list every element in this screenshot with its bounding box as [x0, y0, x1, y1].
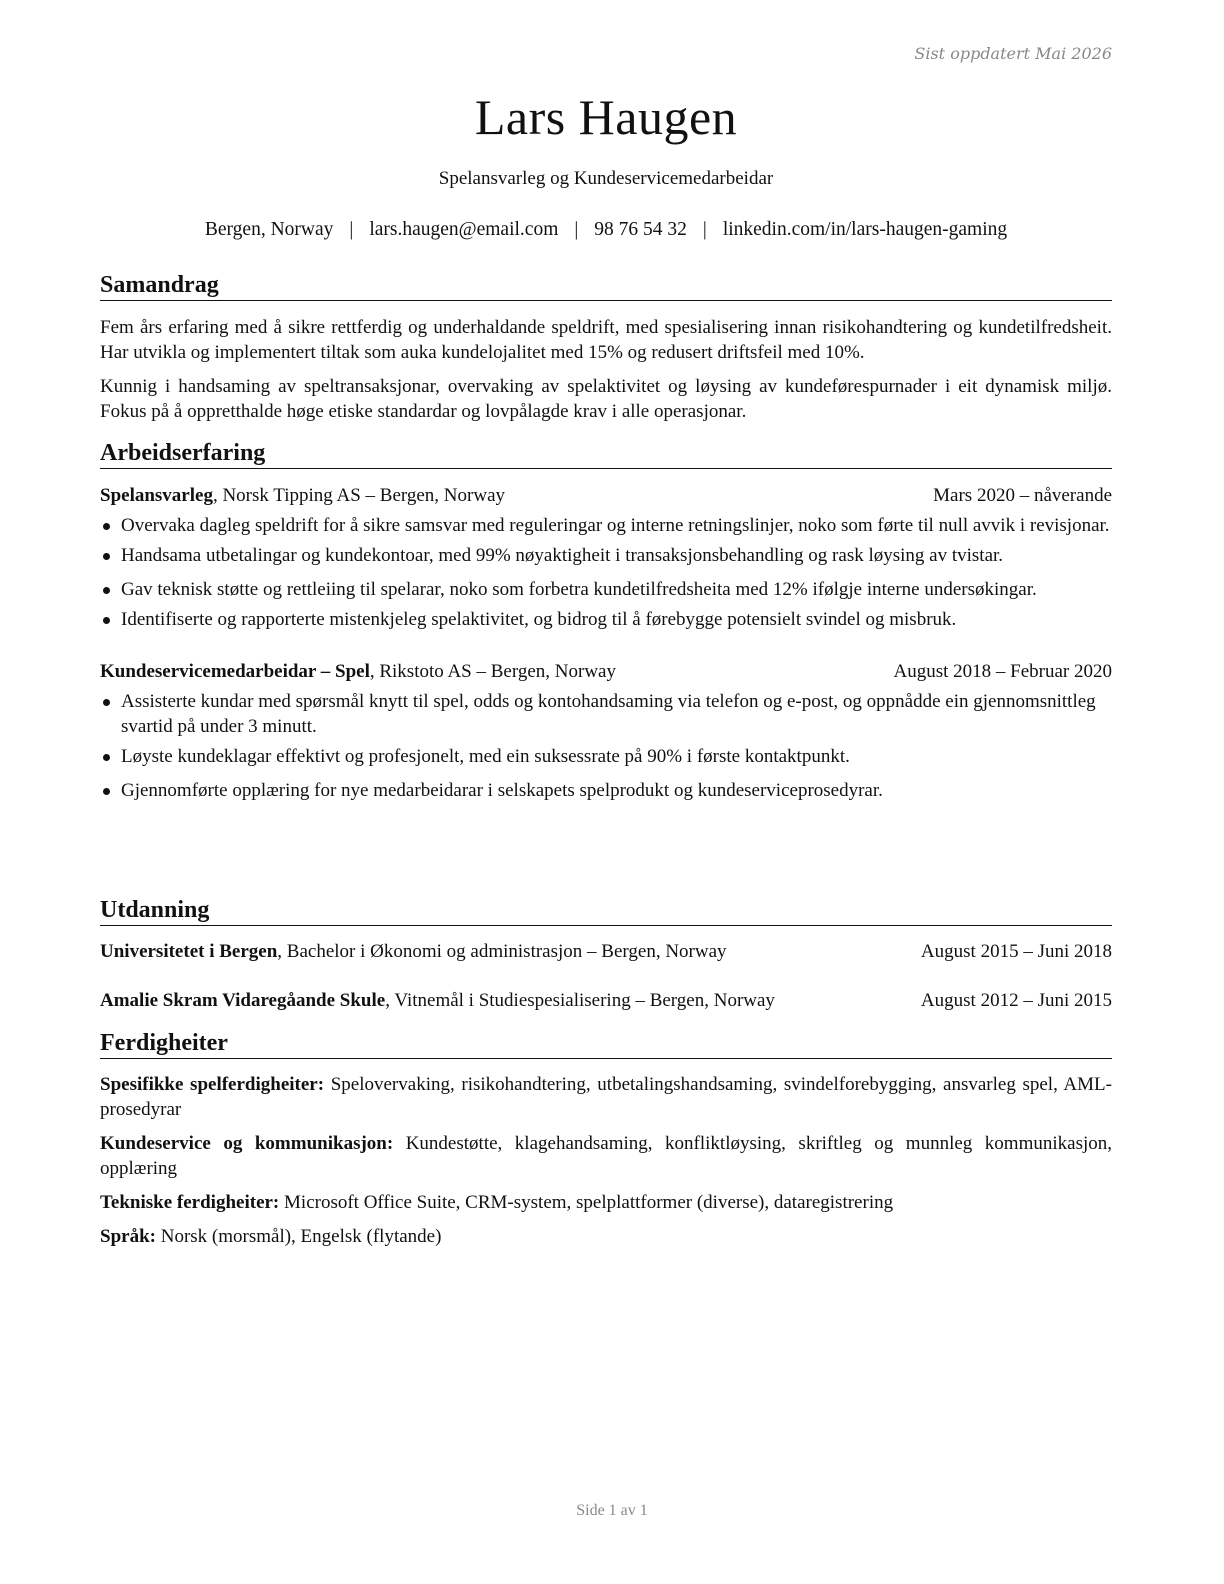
job-bullet: Gjennomførte opplæring for nye medarbeidarar i selskapets spelprodukt og kundeserviceprosedyrar. — [100, 778, 1112, 803]
contact-separator: | — [702, 219, 707, 240]
summary-paragraph: Kunnig i handsaming av speltransaksjonar, overvaking av spelaktivitet og løysing av kundeførespurnader i eit dynamisk miljø. Fokus på å oppretthalde høge etiske standardar og lovpålagde krav i alle operasjonar. — [100, 376, 1112, 422]
job-bullets — [100, 689, 1112, 803]
bullet-icon — [103, 754, 110, 761]
education-title-line — [100, 939, 727, 964]
education-school: Universitetet i Bergen — [100, 941, 278, 962]
job-title-line — [100, 659, 616, 684]
education-date: August 2012 – Juni 2015 — [920, 990, 1112, 1011]
experience-section — [100, 438, 1112, 803]
job-role: Spelansvarleg — [100, 485, 213, 506]
bullet-icon — [103, 523, 110, 530]
job-bullet: Handsama utbetalingar og kundekontoar, med 99% nøyaktigheit i transaksjonsbehandling og rask løysing av tvistar. — [100, 543, 1112, 568]
contact-phone: 98 76 54 32 — [594, 219, 687, 240]
skills-section — [100, 1028, 1112, 1249]
job-bullet: Identifiserte og rapporterte mistenkjeleg spelaktivitet, og bidrog til å førebygge potensielt svindel og misbruk. — [100, 607, 1112, 632]
job-entry — [100, 659, 1112, 803]
skill-text: Norsk (morsmål), Engelsk (flytande) — [155, 1226, 442, 1247]
bullet-icon — [103, 617, 110, 624]
education-degree: , Bachelor i Økonomi og administrasjon – Bergen, Norway — [277, 941, 727, 962]
job-employer: , Norsk Tipping AS – Bergen, Norway — [212, 485, 506, 506]
summary-section — [100, 270, 1112, 424]
job-bullets — [100, 513, 1112, 632]
contact-linkedin[interactable]: linkedin.com/in/lars-haugen-gaming — [722, 219, 1008, 240]
skill-text: Spelovervaking, risikohandtering, utbetalingshandsaming, svindelforebygging, ansvarleg spel, AML-prosedyrar — [100, 1074, 1112, 1120]
skill-line — [100, 1190, 1112, 1215]
skill-text: Microsoft Office Suite, CRM-system, spelplattformer (diverse), dataregistrering — [279, 1192, 894, 1213]
candidate-name: Lars Haugen — [474, 89, 738, 145]
section-heading-summary: Samandrag — [100, 270, 1112, 301]
resume-page — [100, 0, 1112, 1584]
bullet-icon — [103, 553, 110, 560]
skill-line — [100, 1224, 1112, 1249]
job-header — [100, 659, 1112, 684]
education-entry — [100, 988, 1112, 1013]
skill-line — [100, 1072, 1112, 1122]
education-entry — [100, 939, 1112, 964]
education-date: August 2015 – Juni 2018 — [920, 941, 1112, 962]
contact-line — [100, 219, 1112, 241]
job-employer: , Rikstoto AS – Bergen, Norway — [369, 661, 616, 682]
page-number: Side 1 av 1 — [576, 1502, 648, 1519]
bullet-icon — [103, 788, 110, 795]
skill-label: Språk: — [100, 1226, 156, 1247]
job-bullet: Gav teknisk støtte og rettleiing til spelarar, noko som forbetra kundetilfredsheita med 12% ifølgje interne undersøkingar. — [100, 577, 1112, 602]
skill-label: Spesifikke spelferdigheiter: — [100, 1074, 325, 1095]
job-bullet: Løyste kundeklagar effektivt og profesjonelt, med ein suksessrate på 90% i første kontaktpunkt. — [100, 744, 1112, 769]
skill-label: Tekniske ferdigheiter: — [100, 1192, 280, 1213]
education-school: Amalie Skram Vidaregåande Skule — [100, 990, 386, 1011]
bullet-icon — [103, 699, 110, 706]
section-heading-skills: Ferdigheiter — [100, 1028, 1112, 1059]
contact-location: Bergen, Norway — [204, 219, 334, 240]
section-heading-education: Utdanning — [100, 895, 1112, 926]
skill-label: Kundeservice og kommunikasjon: — [100, 1133, 394, 1154]
job-title-line — [100, 483, 505, 508]
skill-text: Kundestøtte, klagehandsaming, konfliktløysing, skriftleg og munnleg kommunikasjon, opplæring — [100, 1133, 1112, 1179]
job-header — [100, 483, 1112, 508]
contact-separator: | — [349, 219, 354, 240]
education-title-line — [100, 988, 775, 1013]
summary-paragraph: Fem års erfaring med å sikre rettferdig og underhaldande speldrift, med spesialisering innan risikohandtering og kundetilfredsheit. Har utvikla og implementert tiltak som auka kundelojalitet med 15% og redusert driftsfeil med 10%. — [100, 317, 1112, 363]
job-bullet: Assisterte kundar med spørsmål knytt til spel, odds og kontohandsaming via telefon og e-post, og oppnådde ein gjennomsnittleg svartid på under 3 minutt. — [100, 689, 1112, 739]
education-degree: , Vitnemål i Studiespesialisering – Bergen, Norway — [385, 990, 775, 1011]
job-bullet: Overvaka dagleg speldrift for å sikre samsvar med reguleringar og interne retningslinjer, noko som førte til null avvik i revisjonar. — [100, 513, 1112, 538]
education-section — [100, 895, 1112, 1013]
candidate-title: Spelansvarleg og Kundeservicemedarbeidar — [438, 168, 774, 189]
bullet-icon — [103, 587, 110, 594]
job-date: August 2018 – Februar 2020 — [893, 661, 1112, 682]
job-entry — [100, 483, 1112, 632]
skill-line — [100, 1131, 1112, 1181]
job-date: Mars 2020 – nåverande — [933, 485, 1112, 506]
contact-email[interactable]: lars.haugen@email.com — [369, 219, 559, 240]
job-role: Kundeservicemedarbeidar – Spel — [100, 661, 370, 682]
contact-separator: | — [574, 219, 579, 240]
last-updated: Sist oppdatert Mai 2026 — [914, 44, 1112, 63]
section-heading-experience: Arbeidserfaring — [100, 438, 1112, 469]
